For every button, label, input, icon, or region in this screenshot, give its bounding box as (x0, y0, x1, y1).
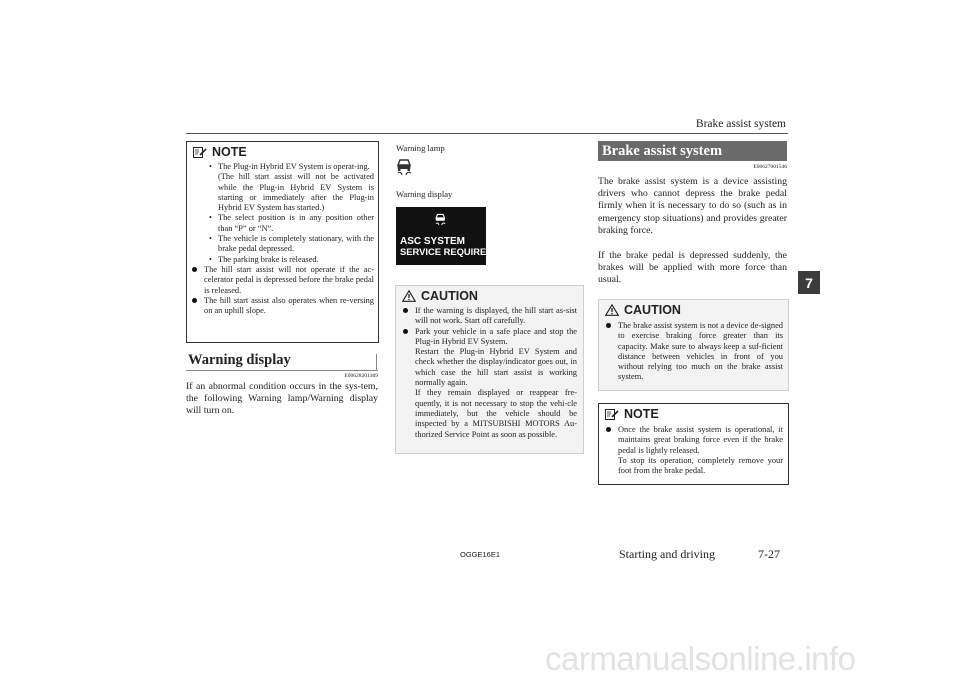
caution-header (396, 286, 583, 304)
asc-display-icon (434, 213, 448, 227)
list-item: The hill start assist will not operate if the ac-celerator pedal is depressed before the brake pedal is released. (191, 265, 374, 296)
note-bullet-list (207, 162, 374, 265)
list-item: If the warning is displayed, the hill start as-sist will not work. Start off carefully. (402, 306, 577, 327)
caution-item-list (402, 306, 577, 440)
caution-triangle-icon (605, 304, 619, 316)
display-line-2: SERVICE REQUIRED (400, 246, 494, 257)
section-title-tick (376, 354, 377, 370)
list-item: Once the brake assist system is operational, it maintains great braking force even if the brake pedal is lightly released. To stop its operation, completely remove your foot from the brake pedal. (605, 425, 783, 476)
footer-code: OGGE16E1 (460, 550, 501, 559)
brake-assist-paragraph-1: The brake assist system is a device assisting drivers who cannot depress the brake pedal firmly when it is necessary to do so (such as in emergency stop situations) and provides greater braking force. (598, 176, 787, 236)
caution-header (599, 300, 788, 318)
list-item: • The Plug-in Hybrid EV System is operat-ing. (The hill start assist will not be activated while the Plug-in Hybrid EV System is starting or immediately after the Plug-in Hybrid EV System has started.) (207, 162, 374, 213)
header-rule (186, 133, 788, 134)
warning-display-text: If an abnormal condition occurs in the sys-tem, the following Warning lamp/Warning display will turn on. (186, 381, 378, 417)
caution-label: CAUTION (624, 303, 681, 317)
note-icon (193, 147, 207, 158)
section-ref-code: E00628201369 (344, 373, 378, 379)
page-number: 7-27 (758, 547, 780, 561)
list-item: • The select position is in any position other than “P” or “N”. (207, 213, 374, 234)
caution-item-list (605, 321, 783, 383)
section-title-brake-assist: Brake assist system (602, 143, 723, 159)
warning-display-label: Warning display (396, 189, 453, 199)
caution-box-brake (598, 299, 789, 391)
note-header (187, 142, 378, 160)
note-item-list (191, 265, 374, 316)
list-item: The hill start assist also operates when re-versing on an uphill slope. (191, 296, 374, 317)
list-item: • The parking brake is released. (207, 255, 374, 265)
section-title-rule (186, 370, 378, 371)
footer-section-name: Starting and driving (619, 547, 715, 561)
section-ref-code: E00627001546 (753, 164, 787, 170)
caution-label: CAUTION (421, 289, 478, 303)
section-title-bar (598, 141, 787, 161)
note-box (186, 141, 379, 343)
list-item: • The vehicle is completely stationary, with the brake pedal depressed. (207, 234, 374, 255)
note-icon (605, 409, 619, 420)
note-box-brake (598, 403, 789, 485)
note-label: NOTE (624, 407, 659, 421)
note-header (599, 404, 788, 422)
caution-triangle-icon (402, 290, 416, 302)
note-label: NOTE (212, 145, 247, 159)
list-item: The brake assist system is not a device de-signed to exercise braking force greater than its capacity. Make sure to always keep a suf-ficient distance between vehicles in front of you without relying too much on the brake assist system. (605, 321, 783, 383)
section-title-warning-display: Warning display (188, 352, 291, 368)
display-line-1: ASC SYSTEM (400, 236, 466, 247)
warning-lamp-label: Warning lamp (396, 143, 445, 153)
note-item-list (605, 425, 783, 476)
brake-assist-paragraph-2: If the brake pedal is depressed suddenly, the brakes will be applied with more force than usual. (598, 250, 787, 286)
list-item: Park your vehicle in a safe place and stop the Plug-in Hybrid EV System. Restart the Plug-in Hybrid EV System and check whether the display/indicator goes out, in which case the hill start assist is working normally again. If they remain displayed or reappear fre-quently, it is not necessary to stop the vehi-cle immediately, but the vehicle should be inspected by a MITSUBISHI MOTORS Au-thorized Service Point as soon as possible. (402, 327, 577, 440)
page-header-title: Brake assist system (695, 118, 786, 130)
asc-warning-lamp-icon (396, 158, 414, 178)
warning-display-image (396, 207, 494, 265)
watermark: carmanualsonline.info (545, 640, 856, 677)
chapter-tab: 7 (798, 271, 820, 294)
caution-box-warning (395, 285, 584, 454)
